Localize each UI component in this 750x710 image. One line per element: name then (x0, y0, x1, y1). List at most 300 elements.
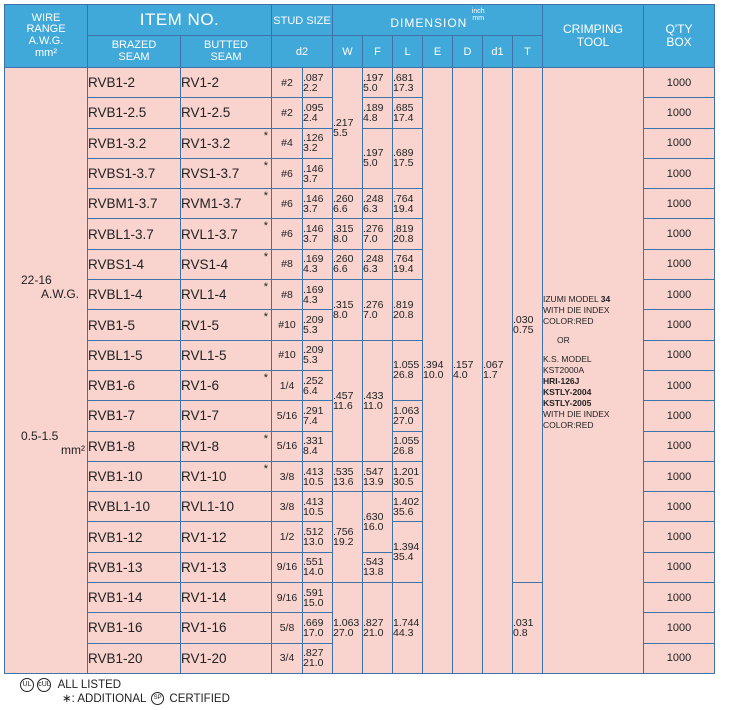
e-cell-inch: .394 (423, 359, 444, 372)
l-cell-mm: 20.8 (393, 233, 414, 246)
stud-size-cell (272, 522, 303, 552)
d2-cell (303, 461, 333, 491)
qty-value: 1000 (666, 197, 692, 210)
d2-cell-mm: 10.5 (303, 505, 324, 518)
l-cell-inch: .764 (393, 253, 414, 266)
d2-cell-inch: .252 (303, 374, 324, 387)
f-cell-inch: .276 (363, 223, 384, 236)
qty-value: 1000 (666, 561, 692, 574)
additional-mark: * (263, 220, 268, 233)
w-cell-inch: .756 (333, 526, 354, 539)
awg-value: 22-16 (21, 273, 52, 287)
l-cell (393, 583, 423, 674)
d2-cell-inch: .146 (303, 223, 324, 236)
e-header (423, 36, 453, 68)
qty-value: 1000 (666, 349, 692, 362)
ul-listed-icon: UL (20, 678, 34, 692)
d2-cell (303, 552, 333, 582)
stud-size-value: 3/8 (279, 470, 295, 483)
d2-cell (303, 583, 333, 613)
butted-seam-cell (181, 370, 272, 400)
f-cell (363, 552, 393, 582)
all-listed-text: ALL LISTED (57, 679, 122, 692)
brazed-seam-cell (88, 249, 181, 279)
butted-seam-cell (181, 522, 272, 552)
l-cell (393, 492, 423, 522)
f-cell-mm: 16.0 (363, 520, 384, 533)
butted-seam-cell (181, 189, 272, 219)
brazed-item-no: RVBM1-3.7 (88, 196, 158, 212)
f-cell-inch: .189 (363, 101, 384, 114)
butted-h2: SEAM (210, 50, 242, 63)
f-cell-mm: 13.8 (363, 566, 384, 579)
t-cell (513, 583, 543, 674)
w-cell-inch: .260 (333, 192, 354, 205)
ks-hri126j: HRI-126J (543, 376, 580, 386)
brazed-seam-header (88, 36, 181, 68)
brazed-item-no: RVB1-12 (88, 529, 143, 545)
izumi-model: IZUMI MODEL (543, 294, 599, 304)
t-label: T (524, 46, 531, 59)
stud-size-value: #2 (281, 106, 293, 119)
qty-value: 1000 (666, 258, 692, 271)
d2-cell-mm: 4.3 (303, 263, 318, 276)
awg-range (21, 273, 79, 301)
d2-cell-inch: .126 (303, 132, 324, 145)
w-label: W (342, 46, 353, 59)
l-cell-inch: .685 (393, 101, 414, 114)
butted-seam-cell (181, 492, 272, 522)
d2-cell (303, 340, 333, 370)
w-cell (333, 189, 363, 219)
d2-cell (303, 219, 333, 249)
f-cell (363, 280, 393, 341)
qty-cell (644, 522, 715, 552)
f-cell (363, 128, 393, 189)
d2-cell-inch: .146 (303, 192, 324, 205)
l-cell-inch: .689 (393, 147, 414, 160)
d2-cell-inch: .512 (303, 526, 324, 539)
f-cell-mm: 6.3 (363, 202, 378, 215)
d2-cell-mm: 7.4 (303, 414, 318, 427)
certified-text: CERTIFIED (169, 693, 230, 705)
brazed-seam-cell (88, 68, 181, 98)
butted-seam-cell (181, 68, 272, 98)
w-cell-mm: 6.6 (333, 263, 348, 276)
w-cell (333, 219, 363, 249)
butted-item-no: RV1-8 (181, 438, 220, 454)
additional-mark: * (263, 250, 268, 263)
f-cell-mm: 11.0 (363, 399, 383, 412)
stud-size-cell (272, 492, 303, 522)
l-cell-mm: 26.8 (393, 369, 414, 382)
t-cell-mm: 0.8 (513, 626, 528, 639)
qty-cell (644, 249, 715, 279)
stud-size-value: 9/16 (276, 591, 298, 604)
f-cell (363, 189, 393, 219)
mm-unit: mm² (61, 443, 85, 457)
brazed-seam-cell (88, 583, 181, 613)
l-cell (393, 280, 423, 341)
l-cell (393, 219, 423, 249)
qty-h2: BOX (666, 35, 692, 49)
brazed-item-no: RVBL1-3.7 (88, 226, 154, 242)
l-cell-mm: 44.3 (393, 626, 414, 639)
l-cell (393, 431, 423, 461)
brazed-h1: BRAZED (111, 38, 157, 51)
f-cell-inch: .827 (363, 616, 384, 629)
t-header (513, 36, 543, 68)
izumi-die: WITH DIE INDEX (543, 305, 610, 315)
d2-cell (303, 310, 333, 340)
d2-cell (303, 522, 333, 552)
qty-value: 1000 (666, 440, 692, 453)
stud-size-label: STUD SIZE (273, 14, 331, 27)
wire-range-h1: WIRE (31, 11, 61, 24)
wire-range-h2: RANGE (26, 23, 66, 36)
brazed-seam-cell (88, 340, 181, 370)
qty-cell (644, 280, 715, 310)
butted-seam-cell (181, 128, 272, 158)
f-cell-inch: .543 (363, 556, 384, 569)
l-cell-inch: 1.394 (393, 541, 420, 554)
f-cell-mm: 5.0 (363, 157, 378, 170)
e-label: E (433, 46, 442, 59)
d2-cell-inch: .209 (303, 344, 324, 357)
qty-value: 1000 (666, 288, 692, 301)
l-cell-inch: 1.744 (393, 616, 420, 629)
brazed-seam-cell (88, 280, 181, 310)
butted-item-no: RVM1-3.7 (181, 196, 242, 212)
w-cell-mm: 6.6 (333, 202, 348, 215)
butted-seam-cell (181, 643, 272, 673)
d2-cell (303, 249, 333, 279)
f-cell-mm: 4.8 (363, 111, 378, 124)
l-cell (393, 522, 423, 583)
qty-cell (644, 219, 715, 249)
table-body (5, 68, 715, 674)
brazed-item-no: RVB1-16 (88, 620, 143, 636)
qty-cell (644, 643, 715, 673)
t-cell-inch: .030 (513, 314, 534, 327)
butted-item-no: RV1-3.2 (181, 135, 231, 151)
stud-size-cell (272, 310, 303, 340)
d2-cell (303, 280, 333, 310)
stud-size-value: 3/8 (279, 500, 295, 513)
l-cell-mm: 35.4 (393, 551, 414, 564)
l-cell-mm: 27.0 (393, 414, 414, 427)
d2-cell (303, 431, 333, 461)
d1-cell-inch: .067 (483, 359, 504, 372)
crimping-h2: TOOL (576, 35, 610, 49)
qty-cell (644, 401, 715, 431)
brazed-seam-cell (88, 370, 181, 400)
l-cell-mm: 19.4 (393, 263, 414, 276)
butted-seam-cell (181, 401, 272, 431)
brazed-item-no: RVB1-3.2 (88, 135, 147, 151)
stud-size-header (272, 5, 333, 36)
brazed-seam-cell (88, 492, 181, 522)
l-cell (393, 68, 423, 98)
d2-cell-mm: 5.3 (303, 324, 318, 337)
l-cell-inch: 1.201 (393, 465, 420, 478)
qty-value: 1000 (666, 409, 692, 422)
butted-seam-cell (181, 249, 272, 279)
qty-value: 1000 (666, 621, 692, 634)
butted-seam-header (181, 36, 272, 68)
stud-size-value: #10 (278, 349, 296, 362)
stud-size-value: #2 (281, 76, 293, 89)
dimension-label: DIMENSION (390, 16, 468, 31)
l-cell (393, 98, 423, 128)
butted-h1: BUTTED (204, 38, 248, 51)
d2-cell-inch: .331 (303, 435, 324, 448)
brazed-item-no: RVBS1-4 (88, 256, 145, 272)
ks-model: K.S. MODEL (543, 354, 592, 364)
d2-cell (303, 370, 333, 400)
awg-unit: A.W.G. (41, 287, 80, 301)
d2-cell (303, 68, 333, 98)
brazed-seam-cell (88, 401, 181, 431)
d2-cell-mm: 3.7 (303, 233, 318, 246)
d2-cell-inch: .169 (303, 283, 324, 296)
brazed-seam-cell (88, 128, 181, 158)
d2-cell (303, 158, 333, 188)
brazed-seam-cell (88, 98, 181, 128)
brazed-item-no: RVB1-13 (88, 559, 143, 575)
d-header (453, 36, 483, 68)
d2-cell-inch: .413 (303, 495, 324, 508)
f-cell-inch: .433 (363, 389, 384, 402)
stud-size-value: 1/2 (279, 531, 295, 544)
crimping-tool-cell (543, 68, 644, 674)
dimension-unit (472, 8, 485, 22)
f-header (363, 36, 393, 68)
stud-size-cell (272, 158, 303, 188)
l-cell-mm: 17.5 (393, 157, 414, 170)
butted-seam-cell (181, 583, 272, 613)
f-cell-inch: .248 (363, 192, 384, 205)
stud-size-value: #6 (281, 228, 293, 241)
w-cell-inch: .260 (333, 253, 354, 266)
t-cell-inch: .031 (513, 616, 534, 629)
unit-mm: mm (472, 15, 485, 23)
brazed-item-no: RVB1-20 (88, 650, 143, 666)
butted-seam-cell (181, 310, 272, 340)
csa-certified-icon: SP (151, 692, 164, 705)
w-cell-inch: .535 (333, 465, 354, 478)
butted-item-no: RVL1-5 (181, 347, 227, 363)
l-cell (393, 249, 423, 279)
f-cell-mm: 7.0 (363, 233, 378, 246)
brazed-seam-cell (88, 158, 181, 188)
brazed-item-no: RVB1-8 (88, 438, 136, 454)
stud-size-cell (272, 189, 303, 219)
qty-cell (644, 189, 715, 219)
butted-item-no: RV1-12 (181, 529, 227, 545)
d2-cell-inch: .169 (303, 253, 324, 266)
d1-cell-mm: 1.7 (483, 369, 498, 382)
brazed-item-no: RVB1-2 (88, 75, 136, 91)
d2-cell-mm: 4.3 (303, 293, 318, 306)
butted-item-no: RVL1-4 (181, 287, 227, 303)
d2-cell-mm: 2.2 (303, 81, 318, 94)
unit-inch: inch (471, 8, 485, 16)
qty-value: 1000 (666, 137, 692, 150)
brazed-item-no: RVB1-6 (88, 378, 136, 394)
qty-h1: Q'TY (665, 22, 693, 37)
brazed-item-no: RVB1-10 (88, 469, 143, 484)
l-cell-inch: .681 (393, 71, 414, 84)
stud-size-cell (272, 219, 303, 249)
item-no-header (88, 5, 272, 36)
f-cell (363, 98, 393, 128)
stud-size-value: #10 (278, 319, 296, 332)
d2-cell-inch: .669 (303, 616, 324, 629)
w-cell (333, 68, 363, 189)
d2-header (272, 36, 333, 68)
table-row (5, 68, 715, 98)
l-cell-mm: 26.8 (393, 445, 414, 458)
f-cell (363, 492, 393, 553)
d2-cell (303, 643, 333, 673)
stud-size-cell (272, 552, 303, 582)
t-cell-mm: 0.75 (513, 324, 534, 337)
qty-cell (644, 613, 715, 643)
t-cell (513, 68, 543, 583)
qty-cell (644, 552, 715, 582)
d2-cell-inch: .095 (303, 101, 324, 114)
ul-listed-note (20, 678, 121, 692)
l-cell-inch: .819 (393, 298, 414, 311)
f-cell (363, 68, 393, 98)
stud-size-value: 3/4 (279, 652, 295, 665)
d2-cell-mm: 15.0 (303, 596, 324, 609)
w-cell (333, 461, 363, 491)
l-cell-inch: .764 (393, 192, 414, 205)
stud-size-cell (272, 340, 303, 370)
butted-item-no: RV1-5 (181, 317, 220, 333)
crimping-tool-header (543, 5, 644, 68)
f-cell (363, 340, 393, 461)
d2-cell-mm: 3.7 (303, 202, 318, 215)
qty-cell (644, 340, 715, 370)
ks-color: COLOR:RED (543, 420, 594, 430)
d2-cell-inch: .591 (303, 586, 324, 599)
d2-cell-inch: .413 (303, 465, 324, 478)
f-label: F (374, 46, 381, 59)
stud-size-cell (272, 401, 303, 431)
butted-seam-cell (181, 461, 272, 491)
qty-value: 1000 (666, 106, 692, 119)
brazed-seam-cell (88, 522, 181, 552)
wire-range-header (5, 5, 88, 68)
d2-cell-mm: 10.5 (303, 475, 324, 488)
csa-note (62, 691, 230, 705)
qty-cell (644, 431, 715, 461)
w-header (333, 36, 363, 68)
stud-size-value: 1/4 (279, 379, 295, 392)
butted-item-no: RV1-10 (181, 469, 227, 484)
f-cell (363, 249, 393, 279)
mm-value: 0.5-1.5 (21, 429, 59, 443)
w-cell-inch: .217 (333, 117, 354, 130)
d2-cell-mm: 5.3 (303, 354, 318, 367)
e-cell (423, 68, 453, 674)
brazed-item-no: RVB1-7 (88, 408, 136, 424)
qty-cell (644, 68, 715, 98)
w-cell (333, 583, 363, 674)
w-cell-mm: 27.0 (333, 626, 354, 639)
butted-item-no: RVS1-4 (181, 256, 229, 272)
butted-item-no: RV1-20 (181, 650, 227, 666)
d2-cell (303, 401, 333, 431)
stud-size-cell (272, 461, 303, 491)
additional-mark: * (263, 432, 268, 445)
izumi-line (543, 294, 643, 305)
d2-cell (303, 98, 333, 128)
butted-seam-cell (181, 98, 272, 128)
d2-cell-mm: 14.0 (303, 566, 324, 579)
additional-mark: * (263, 281, 268, 294)
crimping-h1: CRIMPING (563, 22, 623, 37)
qty-cell (644, 370, 715, 400)
w-cell (333, 340, 363, 461)
butted-item-no: RV1-14 (181, 590, 227, 606)
d2-cell-inch: .209 (303, 314, 324, 327)
additional-mark: * (263, 311, 268, 324)
butted-item-no: RV1-16 (181, 620, 227, 636)
w-cell (333, 492, 363, 583)
d1-cell (483, 68, 513, 674)
d2-cell (303, 189, 333, 219)
l-cell-inch: 1.063 (393, 404, 420, 417)
qty-box-header (644, 5, 715, 68)
d-cell-mm: 4.0 (453, 369, 468, 382)
stud-size-value: #6 (281, 197, 293, 210)
brazed-item-no: RVBL1-10 (88, 499, 151, 515)
butted-item-no: RV1-13 (181, 559, 227, 575)
w-cell-inch: .315 (333, 298, 354, 311)
qty-cell (644, 310, 715, 340)
item-no-label: ITEM NO. (139, 9, 220, 29)
w-cell-mm: 13.6 (333, 475, 354, 488)
ks-kstly2005: KSTLY-2005 (543, 398, 592, 408)
ks-kstly2004: KSTLY-2004 (543, 387, 592, 397)
butted-item-no: RV1-2 (181, 75, 220, 91)
l-cell-mm: 17.4 (393, 111, 414, 124)
stud-size-cell (272, 249, 303, 279)
dimension-header (333, 5, 543, 36)
brazed-seam-cell (88, 643, 181, 673)
brazed-seam-cell (88, 219, 181, 249)
l-header (393, 36, 423, 68)
brazed-seam-cell (88, 310, 181, 340)
butted-seam-cell (181, 552, 272, 582)
stud-size-cell (272, 431, 303, 461)
w-cell-inch: .315 (333, 223, 354, 236)
d2-cell (303, 128, 333, 158)
d2-cell (303, 613, 333, 643)
stud-size-value: #6 (281, 167, 293, 180)
w-cell-mm: 5.5 (333, 127, 348, 140)
qty-cell (644, 98, 715, 128)
l-cell-mm: 19.4 (393, 202, 414, 215)
d2-cell-inch: .551 (303, 556, 324, 569)
l-cell (393, 340, 423, 401)
d2-cell-mm: 17.0 (303, 626, 324, 639)
stud-size-cell (272, 280, 303, 310)
